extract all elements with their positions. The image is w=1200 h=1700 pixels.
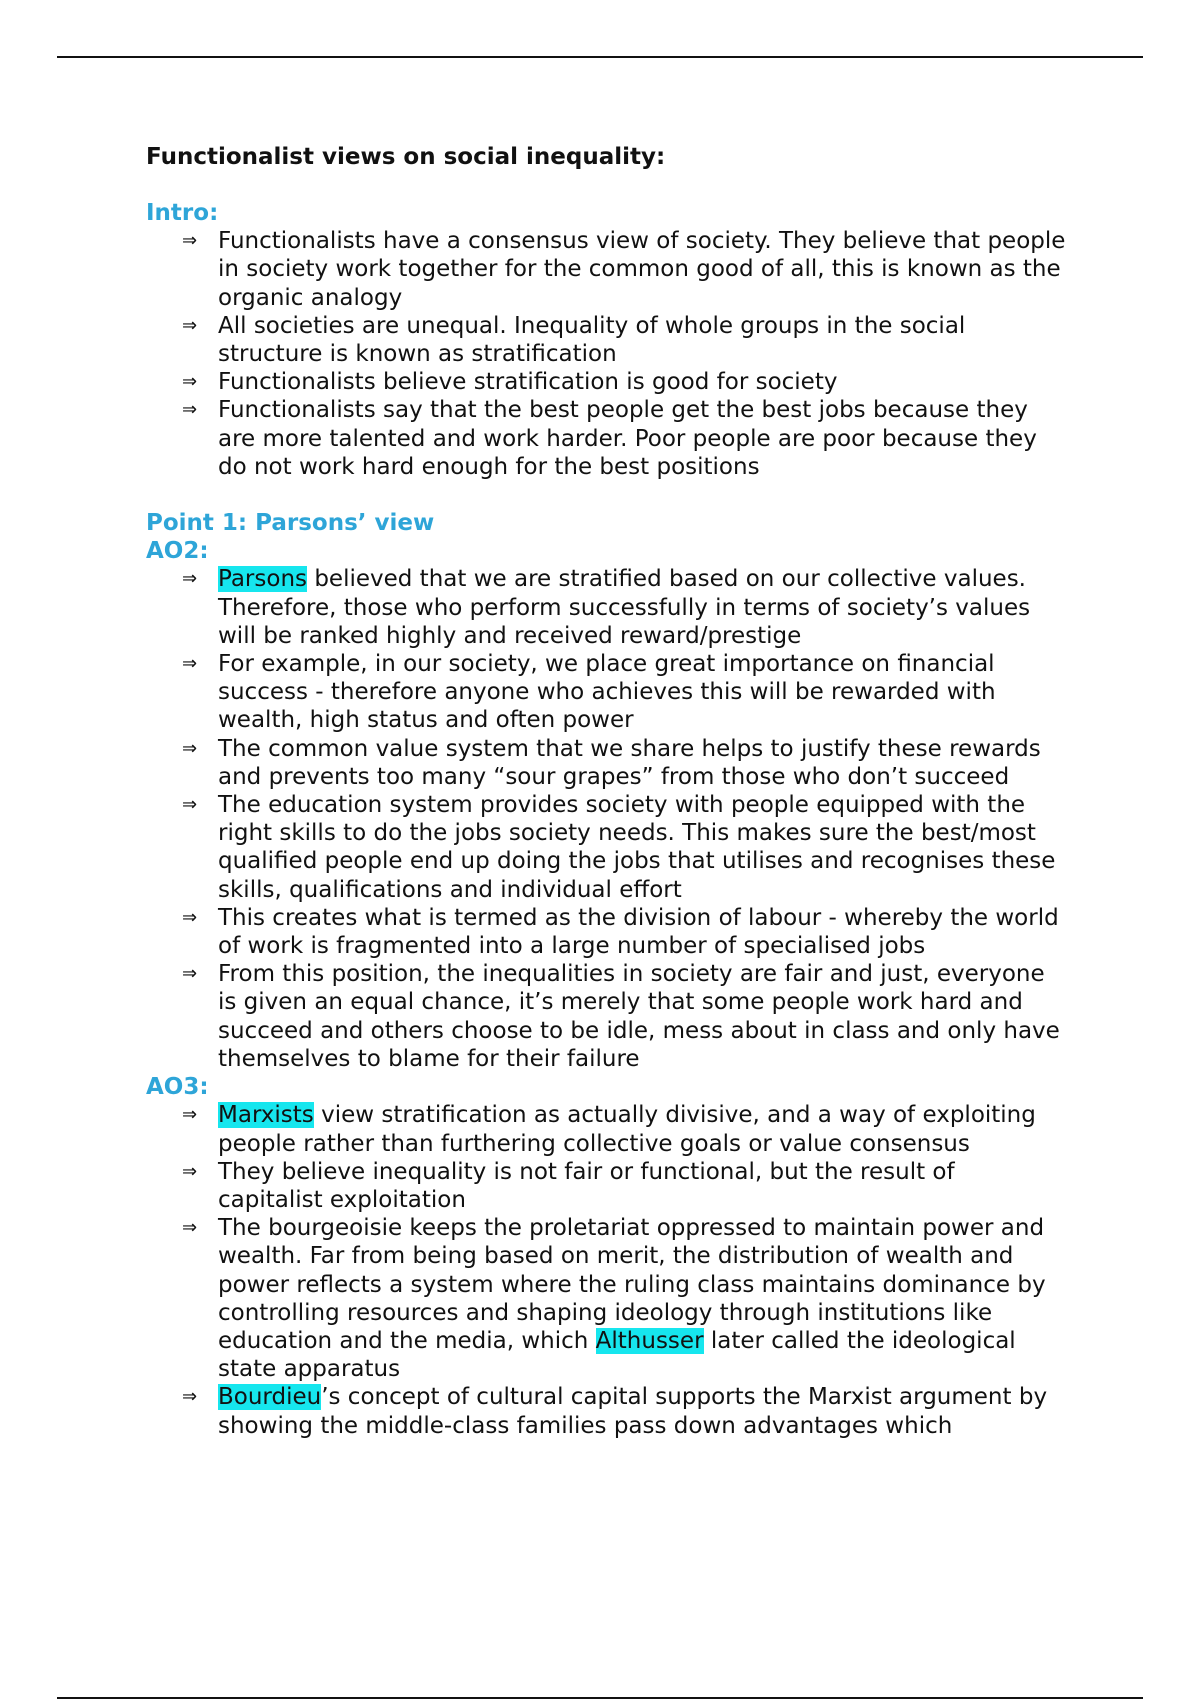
list-item (146, 227, 1066, 312)
list-item (146, 396, 1066, 481)
double-arrow-bullet-icon: ⇒ (182, 794, 198, 816)
ao2-heading: AO2: (146, 538, 209, 565)
bullet-text: From this position, the inequalities in society are fair and just, everyone is given an equal chance, it’s merely that some people work hard and succeed and others choose to be idle, mess about in class and only have themselves to blame for their failure (218, 961, 1060, 1072)
list-item (146, 1383, 1066, 1439)
bullet-text: ’s concept of cultural capital supports the Marxist argument by showing the middle-class families pass down advantages which (218, 1384, 1048, 1439)
double-arrow-bullet-icon: ⇒ (182, 1104, 198, 1126)
bullet-text: Functionalists say that the best people get the best jobs because they are more talented and work harder. Poor people are poor because they do not work hard enough for the best positions (218, 397, 1037, 480)
double-arrow-bullet-icon: ⇒ (182, 568, 198, 590)
highlight-bourdieu: Bourdieu (218, 1384, 322, 1411)
ao3-heading: AO3: (146, 1074, 209, 1101)
bullet-text: view stratification as actually divisive, and a way of exploiting people rather than furthering collective goals or value consensus (218, 1102, 1036, 1157)
list-item (146, 368, 1066, 396)
double-arrow-bullet-icon: ⇒ (182, 371, 198, 393)
double-arrow-bullet-icon: ⇒ (182, 737, 198, 759)
ao3-bullet-list (146, 1101, 1066, 1439)
bullet-text: All societies are unequal. Inequality of whole groups in the social structure is known as stratification (218, 312, 966, 368)
list-item (146, 791, 1066, 904)
bullet-text: For example, in our society, we place great importance on financial success - therefore anyone who achieves this will be rewarded with wealth, high status and often power (218, 651, 996, 734)
list-item (146, 565, 1066, 650)
list-item (146, 1158, 1066, 1214)
bullet-text: This creates what is termed as the division of labour - whereby the world of work is fragmented into a large number of specialised jobs (218, 904, 1059, 960)
bullet-text: later called the ideological state apparatus (218, 1327, 1016, 1383)
bullet-text: The education system provides society with people equipped with the right skills to do the jobs society needs. This makes sure the best/most qualified people end up doing the jobs that utilises and recognises these skills, qualifications and individual effort (218, 792, 1056, 903)
double-arrow-bullet-icon: ⇒ (182, 1160, 198, 1182)
bullet-text: Functionalists have a consensus view of society. They believe that people in society work together for the common good of all, this is known as the organic analogy (218, 228, 1066, 311)
highlight-parsons: Parsons (218, 566, 308, 593)
highlight-althusser: Althusser (595, 1327, 704, 1354)
list-item (146, 960, 1066, 1073)
list-item (146, 650, 1066, 735)
bullet-text: The bourgeoisie keeps the proletariat oppressed to maintain power and wealth. Far from being based on merit, the distribution of wealth and power reflects a system where the ruling class maintains dominance by controlling resources and shaping ideology through institutions like education and the media, which (218, 1215, 1046, 1354)
intro-bullet-list (146, 227, 1066, 481)
spacer (146, 171, 1066, 199)
bullet-text: The common value system that we share helps to justify these rewards and prevents too many “sour grapes” from those who don’t succeed (218, 735, 1041, 790)
list-item (146, 1214, 1066, 1383)
spacer (146, 481, 1066, 509)
list-item (146, 904, 1066, 960)
double-arrow-bullet-icon: ⇒ (182, 399, 198, 421)
list-item (146, 1101, 1066, 1157)
double-arrow-bullet-icon: ⇒ (182, 963, 198, 985)
double-arrow-bullet-icon: ⇒ (182, 230, 198, 252)
double-arrow-bullet-icon: ⇒ (182, 1217, 198, 1239)
ao2-bullet-list (146, 565, 1066, 1073)
document-title: Functionalist views on social inequality: (146, 144, 666, 170)
double-arrow-bullet-icon: ⇒ (182, 906, 198, 928)
highlight-marxists: Marxists (218, 1102, 314, 1129)
bullet-text: believed that we are stratified based on our collective values. Therefore, those who perform successfully in terms of society’s values will be ranked highly and received reward/prestige (218, 566, 1031, 649)
double-arrow-bullet-icon: ⇒ (182, 653, 198, 675)
bullet-text: They believe inequality is not fair or functional, but the result of capitalist exploitation (218, 1158, 955, 1213)
bullet-text: Functionalists believe stratification is good for society (218, 369, 838, 396)
document-body (146, 143, 1066, 1440)
list-item (146, 735, 1066, 791)
double-arrow-bullet-icon: ⇒ (182, 314, 198, 336)
intro-heading: Intro: (146, 200, 219, 226)
list-item (146, 312, 1066, 368)
footer-rule (57, 1697, 1143, 1699)
double-arrow-bullet-icon: ⇒ (182, 1386, 198, 1408)
header-rule (57, 56, 1143, 58)
point1-heading: Point 1: Parsons’ view (146, 510, 435, 537)
